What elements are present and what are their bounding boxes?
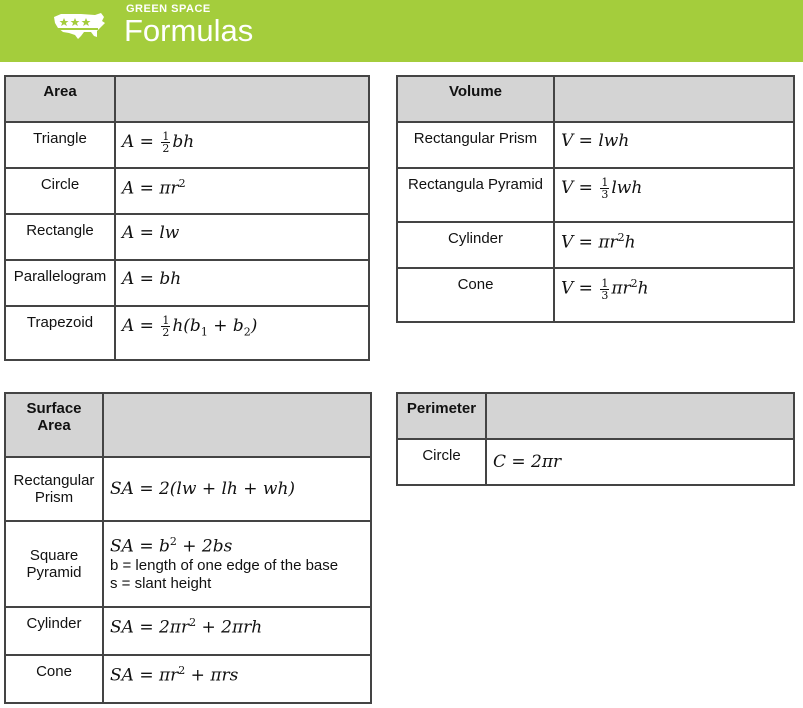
shape-name: Rectangular Prism — [397, 122, 554, 168]
shape-name: Trapezoid — [5, 306, 115, 360]
formula: SA = 2(lw + lh + wh) — [103, 457, 371, 521]
formula: C = 2πr — [486, 439, 794, 485]
usa-map-stars-icon — [51, 9, 107, 43]
shape-name: Square Pyramid — [5, 521, 103, 607]
table-row — [397, 168, 794, 222]
perimeter-heading-blank — [486, 393, 794, 439]
table-row — [397, 439, 794, 485]
table-row — [5, 306, 369, 360]
table-row — [5, 122, 369, 168]
surface-area-heading-blank — [103, 393, 371, 457]
shape-name: Cone — [5, 655, 103, 703]
table-row — [5, 521, 371, 607]
volume-heading: Volume — [397, 76, 554, 122]
formula: SA = $b^2 + 2bs$ b = length of one edge of the base s = slant height — [103, 521, 371, 607]
formula: $V = \pi r^2h$ — [554, 222, 794, 268]
page-title: Formulas — [124, 13, 254, 48]
area-table — [4, 75, 370, 361]
formula: $A = \pi r^2$ — [115, 168, 369, 214]
formula: A = $\frac{1}{2}$ $h(b_1 + b_2)$ — [115, 306, 369, 360]
brand-name: GREEN SPACE — [126, 3, 211, 15]
formula: A = bh — [115, 260, 369, 306]
formula: A = $\frac{1}{2}$ bh — [115, 122, 369, 168]
table-row — [5, 260, 369, 306]
area-heading-blank — [115, 76, 369, 122]
formula: V = $\frac{1}{3}$ lwh — [554, 168, 794, 222]
shape-name: Rectangular Prism — [5, 457, 103, 521]
table-row — [397, 268, 794, 322]
perimeter-table — [396, 392, 795, 486]
formula: SA = $\pi r^2 + \pi rs$ — [103, 655, 371, 703]
shape-name: Parallelogram — [5, 260, 115, 306]
table-row — [397, 222, 794, 268]
formula-note: s = slant height — [110, 574, 212, 592]
table-row — [5, 607, 371, 655]
shape-name: Cone — [397, 268, 554, 322]
shape-name: Cylinder — [5, 607, 103, 655]
surface-area-table — [4, 392, 372, 704]
page-header — [0, 0, 803, 62]
volume-table — [396, 75, 795, 323]
perimeter-heading: Perimeter — [397, 393, 486, 439]
volume-heading-blank — [554, 76, 794, 122]
table-row — [397, 122, 794, 168]
formula: V = $\frac{1}{3}$ $\pi r^2h$ — [554, 268, 794, 322]
table-row — [5, 457, 371, 521]
table-row — [5, 214, 369, 260]
shape-name: Rectangula Pyramid — [397, 168, 554, 222]
table-row — [5, 655, 371, 703]
surface-area-heading: Surface Area — [5, 393, 103, 457]
shape-name: Circle — [5, 168, 115, 214]
table-row — [5, 168, 369, 214]
formula-note: b = length of one edge of the base — [110, 556, 339, 574]
shape-name: Cylinder — [397, 222, 554, 268]
shape-name: Circle — [397, 439, 486, 485]
shape-name: Rectangle — [5, 214, 115, 260]
formula: A = lw — [115, 214, 369, 260]
formula: SA = $2\pi r^2 + 2\pi rh$ — [103, 607, 371, 655]
shape-name: Triangle — [5, 122, 115, 168]
formula: V = lwh — [554, 122, 794, 168]
area-heading: Area — [5, 76, 115, 122]
